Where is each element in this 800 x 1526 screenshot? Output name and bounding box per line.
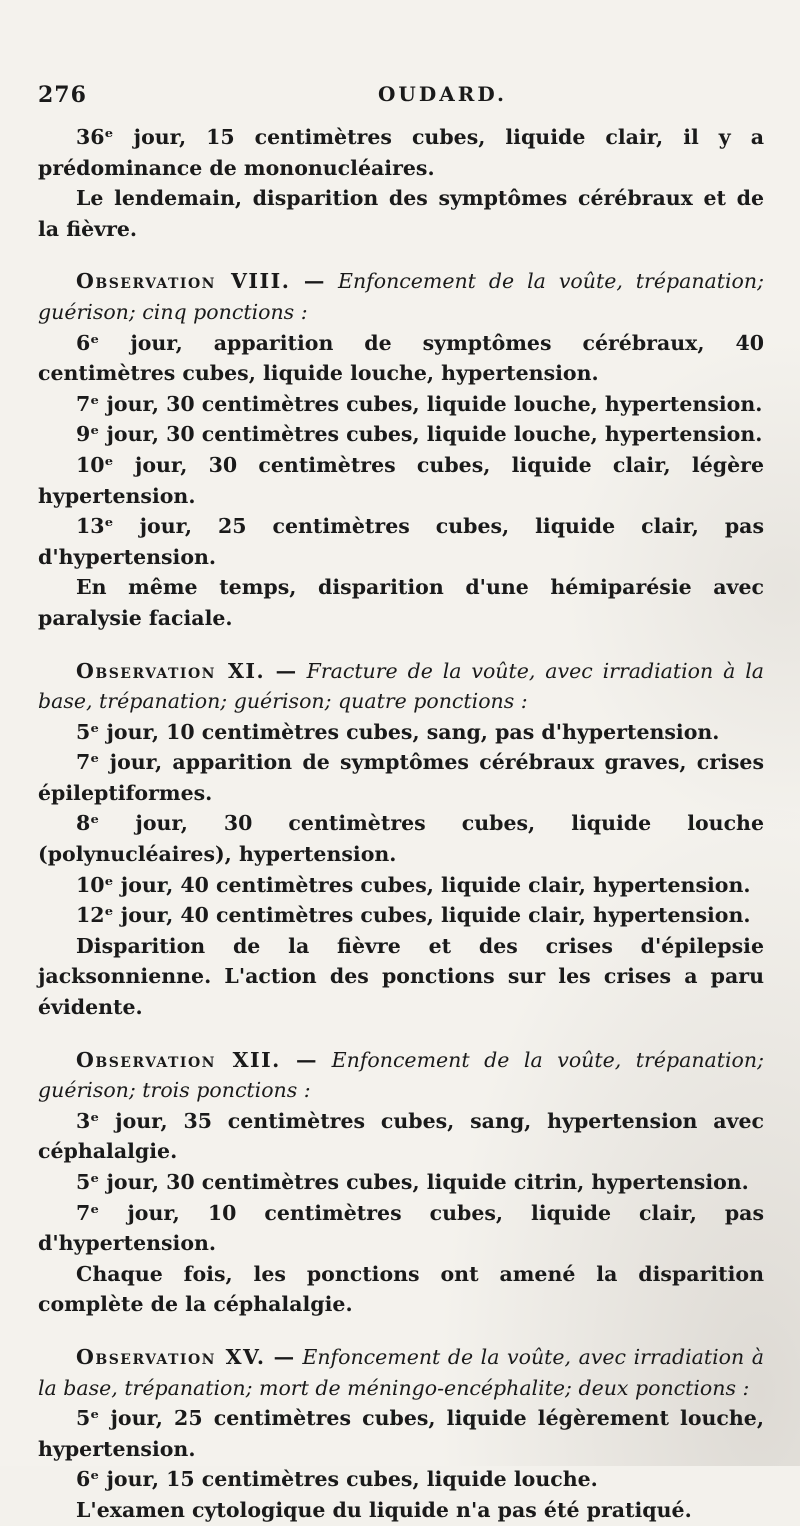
observation-heading <box>38 656 764 717</box>
observation-line: 6ᵉ jour, apparition de symptômes cérébraux, 40 centimètres cubes, liquide louche, hypertension. <box>38 330 764 386</box>
observation-line: 5ᵉ jour, 10 centimètres cubes, sang, pas d'hypertension. <box>76 719 720 744</box>
observation-title: Enfoncement de la voûte, avec irradiation à la base, trépanation; mort de méningo-encéphalite; deux ponctions : <box>38 1344 764 1400</box>
observation-title: Enfoncement de la voûte, trépanation; guérison; cinq ponctions : <box>38 269 764 324</box>
observation-label: Observation XI. <box>76 658 266 683</box>
observation-heading <box>38 266 764 327</box>
heading-dash: — <box>290 269 338 294</box>
body-text <box>38 122 764 1526</box>
paragraph: 36ᵉ jour, 15 centimètres cubes, liquide clair, il y a prédominance de mononucléaires. <box>38 125 764 180</box>
observation-title: Fracture de la voûte, avec irradiation à la base, trépanation; guérison; quatre ponctions : <box>38 658 764 714</box>
observation-label: Observation XV. <box>76 1344 266 1369</box>
observation-line: Chaque fois, les ponctions ont amené la disparition complète de la céphalalgie. <box>38 1261 764 1317</box>
observation-line: 7ᵉ jour, 10 centimètres cubes, liquide clair, pas d'hypertension. <box>38 1200 764 1256</box>
observation-line: 10ᵉ jour, 30 centimètres cubes, liquide clair, légère hypertension. <box>38 452 764 508</box>
paragraph: Le lendemain, disparition des symptômes cérébraux et de la fièvre. <box>38 186 764 241</box>
observation-line: 6ᵉ jour, 15 centimètres cubes, liquide louche. <box>76 1467 598 1492</box>
observation-line: 8ᵉ jour, 30 centimètres cubes, liquide louche (polynucléaires), hypertension. <box>38 811 764 867</box>
running-head: OUDARD. <box>378 82 507 106</box>
observation-line: En même temps, disparition d'une hémiparésie avec paralysie faciale. <box>38 575 764 630</box>
observation-heading <box>38 1342 764 1403</box>
observation-line: 7ᵉ jour, 30 centimètres cubes, liquide louche, hypertension. <box>76 391 763 416</box>
observation-line: 12ᵉ jour, 40 centimètres cubes, liquide clair, hypertension. <box>76 903 751 928</box>
observation-label: Observation VIII. <box>76 269 291 294</box>
page-header <box>38 82 764 116</box>
observation-line: 13ᵉ jour, 25 centimètres cubes, liquide clair, pas d'hypertension. <box>38 514 764 569</box>
observation-label: Observation XII. <box>76 1047 281 1072</box>
observation-heading <box>38 1045 764 1106</box>
observation-line: 5ᵉ jour, 30 centimètres cubes, liquide citrin, hypertension. <box>76 1170 749 1194</box>
observation-line: 5ᵉ jour, 25 centimètres cubes, liquide légèrement louche, hypertension. <box>38 1406 764 1461</box>
observation-line: 7ᵉ jour, apparition de symptômes cérébraux graves, crises épileptiformes. <box>38 750 764 805</box>
observation-line: 9ᵉ jour, 30 centimètres cubes, liquide louche, hypertension. <box>76 422 763 447</box>
observation-line: 3ᵉ jour, 35 centimètres cubes, sang, hypertension avec céphalalgie. <box>38 1108 764 1164</box>
heading-dash: — <box>265 1344 303 1369</box>
observation-line: L'examen cytologique du liquide n'a pas été pratiqué. <box>76 1497 692 1522</box>
observation-title: Enfoncement de la voûte, trépanation; guérison; trois ponctions : <box>38 1047 764 1103</box>
page-number: 276 <box>38 82 87 108</box>
observation-line: 10ᵉ jour, 40 centimètres cubes, liquide clair, hypertension. <box>76 872 751 897</box>
observation-line: Disparition de la fièvre et des crises d'épilepsie jacksonnienne. L'action des ponctions sur les crises a paru évidente. <box>38 933 764 1020</box>
heading-dash: — <box>280 1047 332 1072</box>
heading-dash: — <box>265 658 307 683</box>
